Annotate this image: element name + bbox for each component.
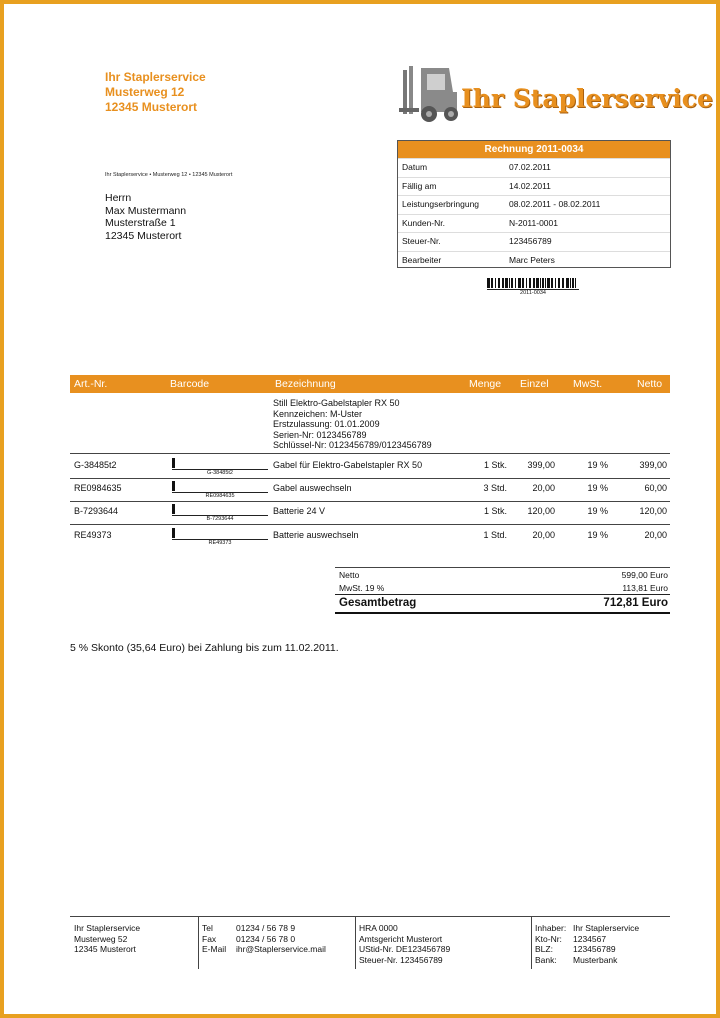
net-row <box>335 567 670 581</box>
intro-line: Kennzeichen: M-Uster <box>273 408 363 419</box>
footer-bank-name: Musterbank <box>573 954 618 965</box>
col-desc: Bezeichnung <box>275 378 336 390</box>
barcode-label: RE49373 <box>172 539 268 547</box>
barcode-label: G-38485t2 <box>172 469 268 477</box>
row-divider <box>70 478 670 479</box>
footer-fax: 01234 / 56 78 0 <box>236 933 296 944</box>
footer-divider <box>531 917 532 969</box>
sender-city: 12345 Musterort <box>105 100 198 114</box>
footer-key: E-Mail <box>202 944 227 954</box>
row-divider <box>70 453 670 454</box>
row-divider <box>70 501 670 502</box>
info-row <box>398 251 670 270</box>
barcode-bars <box>172 458 268 468</box>
item-intro <box>273 398 432 451</box>
item-vat: 19 % <box>587 483 608 493</box>
info-label: Datum <box>402 162 428 172</box>
intro-line: Still Elektro-Gabelstapler RX 50 <box>273 398 400 408</box>
footer-key: Inhaber: <box>535 923 567 933</box>
vat-row <box>335 583 670 594</box>
table-row <box>70 528 670 550</box>
recipient-street: Musterstraße 1 <box>105 217 176 229</box>
item-qty: 1 Std. <box>483 530 507 540</box>
info-value: N-2011-0001 <box>509 217 558 228</box>
info-value: 14.02.2011 <box>509 180 551 191</box>
col-qty: Menge <box>469 378 502 390</box>
col-net: Netto <box>637 378 663 390</box>
item-qty: 1 Stk. <box>483 506 507 516</box>
item-desc: Gabel für Elektro-Gabelstapler RX 50 <box>273 460 423 470</box>
footer-line: Amtsgericht Musterort <box>359 933 443 944</box>
item-art: G-38485t2 <box>74 460 117 470</box>
totals-block <box>335 567 670 614</box>
col-art: Art.-Nr. <box>74 378 108 390</box>
total-row <box>335 594 670 614</box>
info-label: Leistungserbringung <box>402 199 480 210</box>
sender-street: Musterweg 12 <box>105 85 185 99</box>
item-art: B-7293644 <box>74 506 119 516</box>
info-label: Fällig am <box>402 180 437 191</box>
info-row <box>398 232 670 251</box>
footer-key: Fax <box>202 933 217 944</box>
footer-line: 12345 Musterort <box>74 944 136 954</box>
item-barcode <box>172 528 268 547</box>
item-barcode <box>172 481 268 500</box>
col-vat: MwSt. <box>573 378 603 390</box>
footer-line: Ihr Staplerservice <box>74 923 141 933</box>
forklift-icon <box>399 62 463 124</box>
footer-contact <box>202 923 326 969</box>
table-row <box>70 458 670 480</box>
invoice-page <box>4 4 716 1014</box>
footer-owner: Ihr Staplerservice <box>573 923 640 933</box>
total-value: 712,81 Euro <box>603 597 668 609</box>
info-row <box>398 158 670 177</box>
footer-line: HRA 0000 <box>359 923 398 933</box>
info-label: Steuer-Nr. <box>402 236 441 247</box>
invoice-info-box <box>397 140 671 268</box>
info-row <box>398 214 670 233</box>
footer-legal <box>359 923 450 969</box>
item-net: 120,00 <box>639 506 667 516</box>
total-label: Gesamtbetrag <box>339 597 417 609</box>
col-unit: Einzel <box>520 378 549 390</box>
info-row <box>398 195 670 214</box>
footer-divider <box>198 917 199 969</box>
item-art: RE49373 <box>74 530 112 540</box>
item-unit: 399,00 <box>527 460 555 470</box>
item-vat: 19 % <box>587 506 608 516</box>
barcode-bars <box>172 528 268 538</box>
item-qty: 1 Stk. <box>483 460 507 470</box>
item-art: RE0984635 <box>74 483 122 493</box>
footer-line: Steuer-Nr. 123456789 <box>359 954 443 965</box>
footer-key: Tel <box>202 923 213 933</box>
sender-address <box>105 70 206 115</box>
item-desc: Batterie auswechseln <box>273 530 359 540</box>
footer-line: Musterweg 52 <box>74 933 128 944</box>
table-row <box>70 481 670 503</box>
footer-key: Kto-Nr: <box>535 933 562 944</box>
footer-company <box>74 923 140 969</box>
item-unit: 20,00 <box>532 530 555 540</box>
barcode-label: 2011-0034 <box>487 289 579 297</box>
info-value: 123456789 <box>509 236 552 247</box>
col-barcode: Barcode <box>170 378 210 390</box>
barcode-bars <box>487 278 579 288</box>
footer-account: 1234567 <box>573 933 607 944</box>
footer-blz: 123456789 <box>573 944 616 954</box>
skonto-note: 5 % Skonto (35,64 Euro) bei Zahlung bis zum 11.02.2011. <box>70 642 339 654</box>
footer-line: UStid-Nr. DE123456789 <box>359 944 451 954</box>
intro-line: Schlüssel-Nr: 0123456789/0123456789 <box>273 440 432 450</box>
info-label: Kunden-Nr. <box>402 217 445 228</box>
item-barcode <box>172 504 268 523</box>
recipient-address <box>105 192 186 242</box>
footer-key: Bank: <box>535 954 557 965</box>
info-value: 07.02.2011 <box>509 162 551 172</box>
row-divider <box>70 524 670 525</box>
barcode-label: RE0984635 <box>172 492 268 500</box>
recipient-salutation: Herrn <box>105 192 132 204</box>
intro-line: Serien-Nr: 0123456789 <box>273 429 367 440</box>
item-net: 399,00 <box>639 460 667 470</box>
recipient-name: Max Mustermann <box>105 204 187 217</box>
footer <box>70 916 670 969</box>
item-barcode <box>172 458 268 477</box>
info-row <box>398 177 670 196</box>
footer-bank <box>535 923 639 969</box>
item-unit: 20,00 <box>532 483 555 493</box>
footer-divider <box>355 917 356 969</box>
info-value: Marc Peters <box>509 254 555 265</box>
net-label: Netto <box>339 570 360 580</box>
vat-value: 113,81 Euro <box>622 583 668 593</box>
item-unit: 120,00 <box>527 506 555 516</box>
item-net: 60,00 <box>644 483 667 493</box>
recipient-city: 12345 Musterort <box>105 229 182 242</box>
intro-line: Erstzulassung: 01.01.2009 <box>273 419 380 429</box>
net-value: 599,00 Euro <box>621 570 668 580</box>
vat-label: MwSt. 19 % <box>339 583 385 593</box>
barcode-bars <box>172 504 268 514</box>
invoice-barcode <box>487 278 579 297</box>
item-desc: Gabel auswechseln <box>273 483 352 493</box>
info-label: Bearbeiter <box>402 254 442 265</box>
info-value: 08.02.2011 - 08.02.2011 <box>509 199 601 210</box>
barcode-label: B-7293644 <box>172 515 268 523</box>
footer-phone: 01234 / 56 78 9 <box>236 923 296 933</box>
invoice-title: Rechnung 2011-0034 <box>398 141 670 158</box>
sender-return-line: Ihr Staplerservice • Musterweg 12 • 12345 Musterort <box>105 172 233 178</box>
logo-text: Ihr Staplerservice <box>461 84 713 113</box>
items-table-header <box>70 375 670 393</box>
item-net: 20,00 <box>644 530 667 540</box>
company-logo <box>399 60 713 126</box>
sender-name: Ihr Staplerservice <box>105 70 206 84</box>
footer-email: ihr@Staplerservice.mail <box>236 944 326 954</box>
table-row <box>70 504 670 526</box>
item-vat: 19 % <box>587 530 608 540</box>
item-vat: 19 % <box>587 460 608 470</box>
item-desc: Batterie 24 V <box>273 506 326 516</box>
barcode-bars <box>172 481 268 491</box>
footer-key: BLZ: <box>535 944 553 954</box>
item-qty: 3 Std. <box>483 483 507 493</box>
